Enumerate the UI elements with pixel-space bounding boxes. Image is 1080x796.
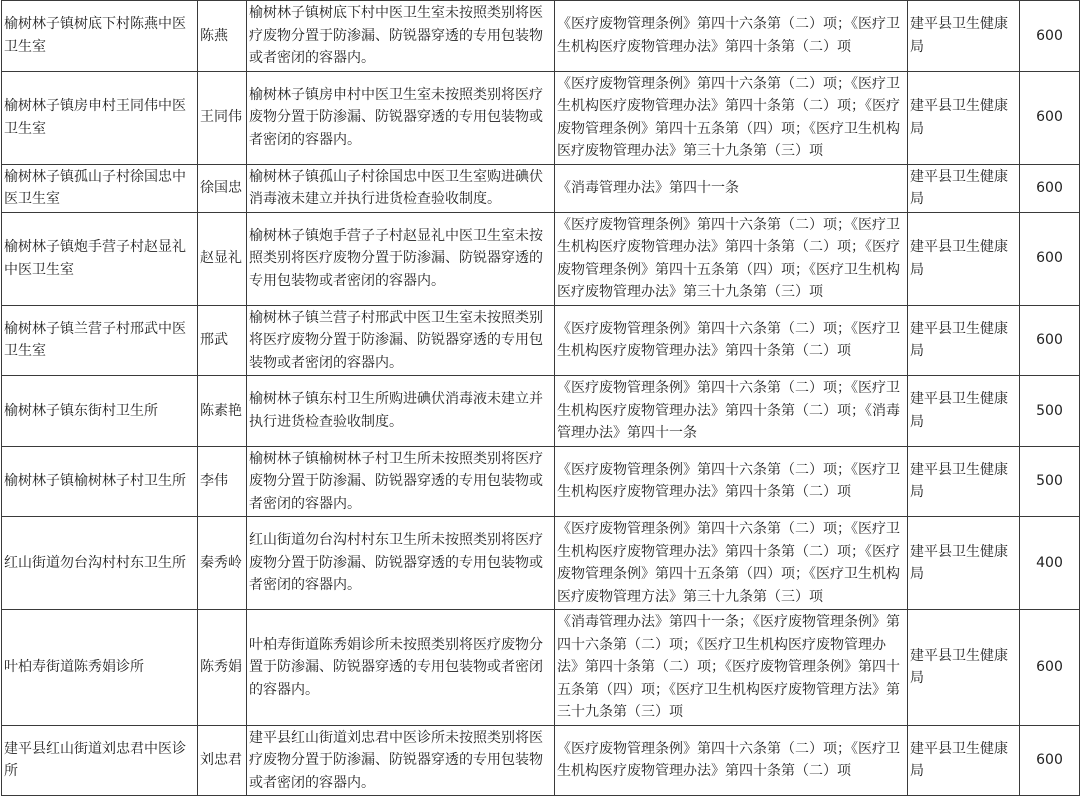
person-cell: 陈秀娟 bbox=[198, 610, 247, 726]
table-row bbox=[2, 71, 1080, 164]
table-row bbox=[2, 305, 1080, 376]
fine-amount-cell: 600 bbox=[1020, 305, 1080, 376]
table-row bbox=[2, 1, 1080, 72]
authority-cell: 建平县卫生健康局 bbox=[908, 610, 1020, 726]
violation-cell: 榆树林子镇兰营子村邢武中医卫生室未按照类别将医疗废物分置于防渗漏、防锐器穿透的专用包装物或者密闭的容器内。 bbox=[247, 305, 555, 376]
fine-amount-cell: 600 bbox=[1020, 725, 1080, 796]
table-row bbox=[2, 610, 1080, 726]
authority-cell: 建平县卫生健康局 bbox=[908, 212, 1020, 305]
violation-cell: 榆树林子镇榆树林子村卫生所未按照类别将医疗废物分置于防渗漏、防锐器穿透的专用包装物或者密闭的容器内。 bbox=[247, 446, 555, 517]
legal-basis-cell: 《医疗废物管理条例》第四十六条第（二）项；《医疗卫生机构医疗废物管理办法》第四十条第（二）项；《医疗废物管理条例》第四十五条第（四）项；《医疗卫生机构医疗废物管理办法》第三十九条第（三）项 bbox=[555, 212, 908, 305]
violation-cell: 红山街道勿台沟村村东卫生所未按照类别将医疗废物分置于防渗漏、防锐器穿透的专用包装物或者密闭的容器内。 bbox=[247, 517, 555, 610]
unit-name-cell: 榆树林子镇孤山子村徐国忠中医卫生室 bbox=[2, 164, 198, 212]
authority-cell: 建平县卫生健康局 bbox=[908, 305, 1020, 376]
table-row bbox=[2, 725, 1080, 796]
table-row bbox=[2, 164, 1080, 212]
authority-cell: 建平县卫生健康局 bbox=[908, 164, 1020, 212]
person-cell: 陈素艳 bbox=[198, 376, 247, 447]
legal-basis-cell: 《医疗废物管理条例》第四十六条第（二）项；《医疗卫生机构医疗废物管理办法》第四十条第（二）项；《医疗废物管理条例》第四十五条第（四）项；《医疗卫生机构医疗废物管理办法》第三十九条第（三）项 bbox=[555, 71, 908, 164]
unit-name-cell: 榆树林子镇炮手营子村赵显礼中医卫生室 bbox=[2, 212, 198, 305]
authority-cell: 建平县卫生健康局 bbox=[908, 446, 1020, 517]
legal-basis-cell: 《医疗废物管理条例》第四十六条第（二）项；《医疗卫生机构医疗废物管理办法》第四十条第（二）项；《消毒管理办法》第四十一条 bbox=[555, 376, 908, 447]
violation-cell: 榆树林子镇炮手营子子村赵显礼中医卫生室未按照类别将医疗废物分置于防渗漏、防锐器穿透的专用包装物或者密闭的容器内。 bbox=[247, 212, 555, 305]
legal-basis-cell: 《医疗废物管理条例》第四十六条第（二）项；《医疗卫生机构医疗废物管理办法》第四十条第（二）项 bbox=[555, 305, 908, 376]
legal-basis-cell: 《消毒管理办法》第四十一条；《医疗废物管理条例》第四十六条第（二）项；《医疗卫生机构医疗废物管理办法》第四十条第（二）项；《医疗废物管理条例》第四十五条第（四）项；《医疗卫生机构医疗废物管理方法》第三十九条第（三）项 bbox=[555, 610, 908, 726]
legal-basis-cell: 《医疗废物管理条例》第四十六条第（二）项；《医疗卫生机构医疗废物管理办法》第四十条第（二）项 bbox=[555, 446, 908, 517]
legal-basis-cell: 《消毒管理办法》第四十一条 bbox=[555, 164, 908, 212]
person-cell: 秦秀岭 bbox=[198, 517, 247, 610]
authority-cell: 建平县卫生健康局 bbox=[908, 1, 1020, 72]
fine-amount-cell: 500 bbox=[1020, 446, 1080, 517]
fine-amount-cell: 600 bbox=[1020, 212, 1080, 305]
violation-cell: 榆树林子镇房申村中医卫生室未按照类别将医疗废物分置于防渗漏、防锐器穿透的专用包装物或者密闭的容器内。 bbox=[247, 71, 555, 164]
legal-basis-cell: 《医疗废物管理条例》第四十六条第（二）项；《医疗卫生机构医疗废物管理办法》第四十条第（二）项；《医疗废物管理条例》第四十五条第（四）项；《医疗卫生机构医疗废物管理方法》第三十九条第（三）项 bbox=[555, 517, 908, 610]
legal-basis-cell: 《医疗废物管理条例》第四十六条第（二）项；《医疗卫生机构医疗废物管理办法》第四十条第（二）项 bbox=[555, 1, 908, 72]
unit-name-cell: 建平县红山街道刘忠君中医诊所 bbox=[2, 725, 198, 796]
violation-cell: 建平县红山街道刘忠君中医诊所未按照类别将医疗废物分置于防渗漏、防锐器穿透的专用包装物或者密闭的容器内。 bbox=[247, 725, 555, 796]
table-row bbox=[2, 212, 1080, 305]
unit-name-cell: 叶柏寿街道陈秀娟诊所 bbox=[2, 610, 198, 726]
authority-cell: 建平县卫生健康局 bbox=[908, 517, 1020, 610]
violation-cell: 榆树林子镇东村卫生所购进碘伏消毒液未建立并执行进货检查验收制度。 bbox=[247, 376, 555, 447]
unit-name-cell: 榆树林子镇东街村卫生所 bbox=[2, 376, 198, 447]
person-cell: 徐国忠 bbox=[198, 164, 247, 212]
person-cell: 王同伟 bbox=[198, 71, 247, 164]
fine-amount-cell: 600 bbox=[1020, 1, 1080, 72]
legal-basis-cell: 《医疗废物管理条例》第四十六条第（二）项；《医疗卫生机构医疗废物管理办法》第四十条第（二）项 bbox=[555, 725, 908, 796]
fine-amount-cell: 600 bbox=[1020, 164, 1080, 212]
violation-cell: 叶柏寿街道陈秀娟诊所未按照类别将医疗废物分置于防渗漏、防锐器穿透的专用包装物或者密闭的容器内。 bbox=[247, 610, 555, 726]
person-cell: 邢武 bbox=[198, 305, 247, 376]
table-row bbox=[2, 376, 1080, 447]
unit-name-cell: 榆树林子镇房申村王同伟中医卫生室 bbox=[2, 71, 198, 164]
fine-amount-cell: 500 bbox=[1020, 376, 1080, 447]
table-row bbox=[2, 446, 1080, 517]
table-row bbox=[2, 517, 1080, 610]
unit-name-cell: 榆树林子镇兰营子村邢武中医卫生室 bbox=[2, 305, 198, 376]
person-cell: 陈燕 bbox=[198, 1, 247, 72]
person-cell: 刘忠君 bbox=[198, 725, 247, 796]
person-cell: 李伟 bbox=[198, 446, 247, 517]
fine-amount-cell: 600 bbox=[1020, 71, 1080, 164]
fine-amount-cell: 600 bbox=[1020, 610, 1080, 726]
violation-cell: 榆树林子镇树底下村中医卫生室未按照类别将医疗废物分置于防渗漏、防锐器穿透的专用包装物或者密闭的容器内。 bbox=[247, 1, 555, 72]
fine-amount-cell: 400 bbox=[1020, 517, 1080, 610]
authority-cell: 建平县卫生健康局 bbox=[908, 376, 1020, 447]
authority-cell: 建平县卫生健康局 bbox=[908, 71, 1020, 164]
unit-name-cell: 榆树林子镇榆树林子村卫生所 bbox=[2, 446, 198, 517]
unit-name-cell: 红山街道勿台沟村村东卫生所 bbox=[2, 517, 198, 610]
person-cell: 赵显礼 bbox=[198, 212, 247, 305]
violation-cell: 榆树林子镇孤山子村徐国忠中医卫生室购进碘伏消毒液未建立并执行进货检查验收制度。 bbox=[247, 164, 555, 212]
authority-cell: 建平县卫生健康局 bbox=[908, 725, 1020, 796]
unit-name-cell: 榆树林子镇树底下村陈燕中医卫生室 bbox=[2, 1, 198, 72]
penalty-table bbox=[1, 0, 1080, 796]
